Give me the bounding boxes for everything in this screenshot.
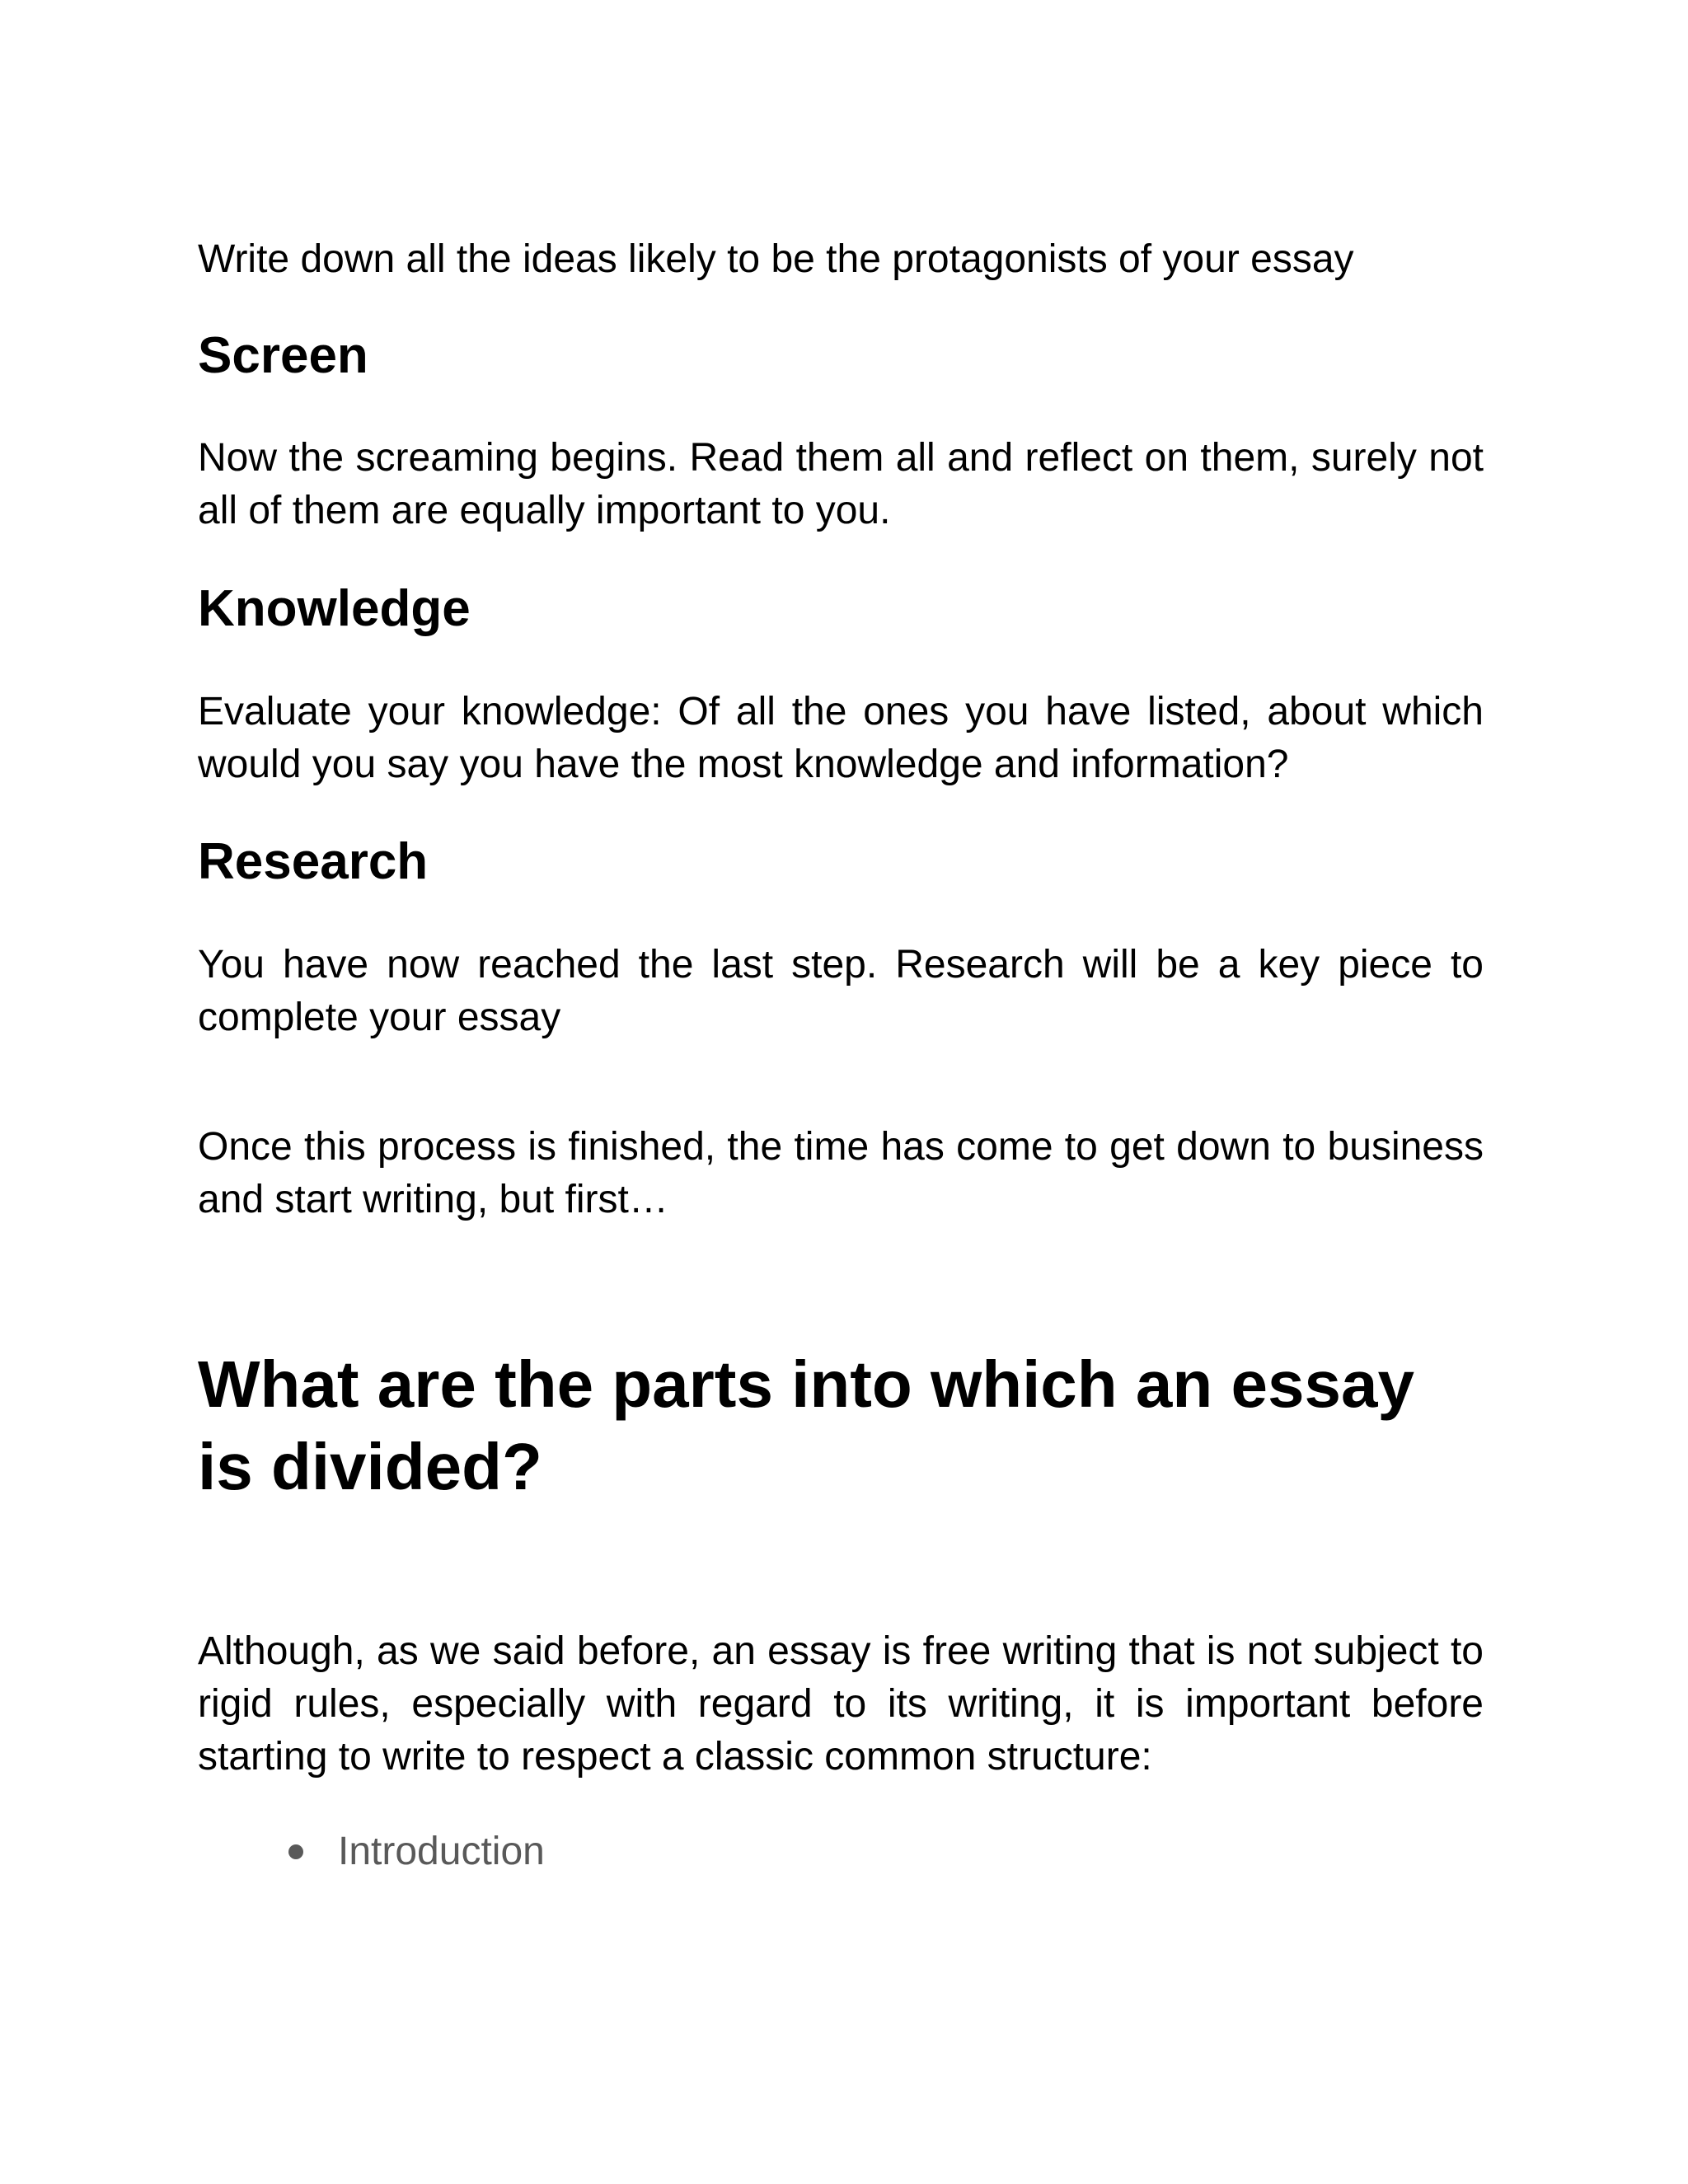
section-body-knowledge: Evaluate your knowledge: Of all the ones you have listed, about which would you say you have the most knowledge and information?	[198, 690, 1484, 786]
intro-line: Write down all the ideas likely to be the protagonists of your essay	[198, 237, 1354, 281]
section-heading-research: Research	[198, 833, 429, 890]
bullet-icon	[288, 1844, 303, 1859]
section-body-research: You have now reached the last step. Research will be a key piece to complete your essay	[198, 943, 1484, 1039]
main-heading: What are the parts into which an essay is divided?	[198, 1347, 1414, 1503]
section-heading-knowledge: Knowledge	[198, 580, 471, 637]
structure-list	[288, 1825, 1442, 1878]
closing-paragraph: Once this process is finished, the time has come to get down to business and start writing, but first…	[198, 1125, 1484, 1221]
list-item-label: Introduction	[338, 1830, 545, 1873]
section-body-screen: Now the screaming begins. Read them all and reflect on them, surely not all of them are equally important to you.	[198, 436, 1484, 532]
section-heading-screen: Screen	[198, 327, 368, 384]
list-item	[288, 1825, 1442, 1878]
structure-paragraph: Although, as we said before, an essay is free writing that is not subject to rigid rules, especially with regard to its writing, it is important before starting to write to respect a classic common structure:	[198, 1629, 1484, 1779]
